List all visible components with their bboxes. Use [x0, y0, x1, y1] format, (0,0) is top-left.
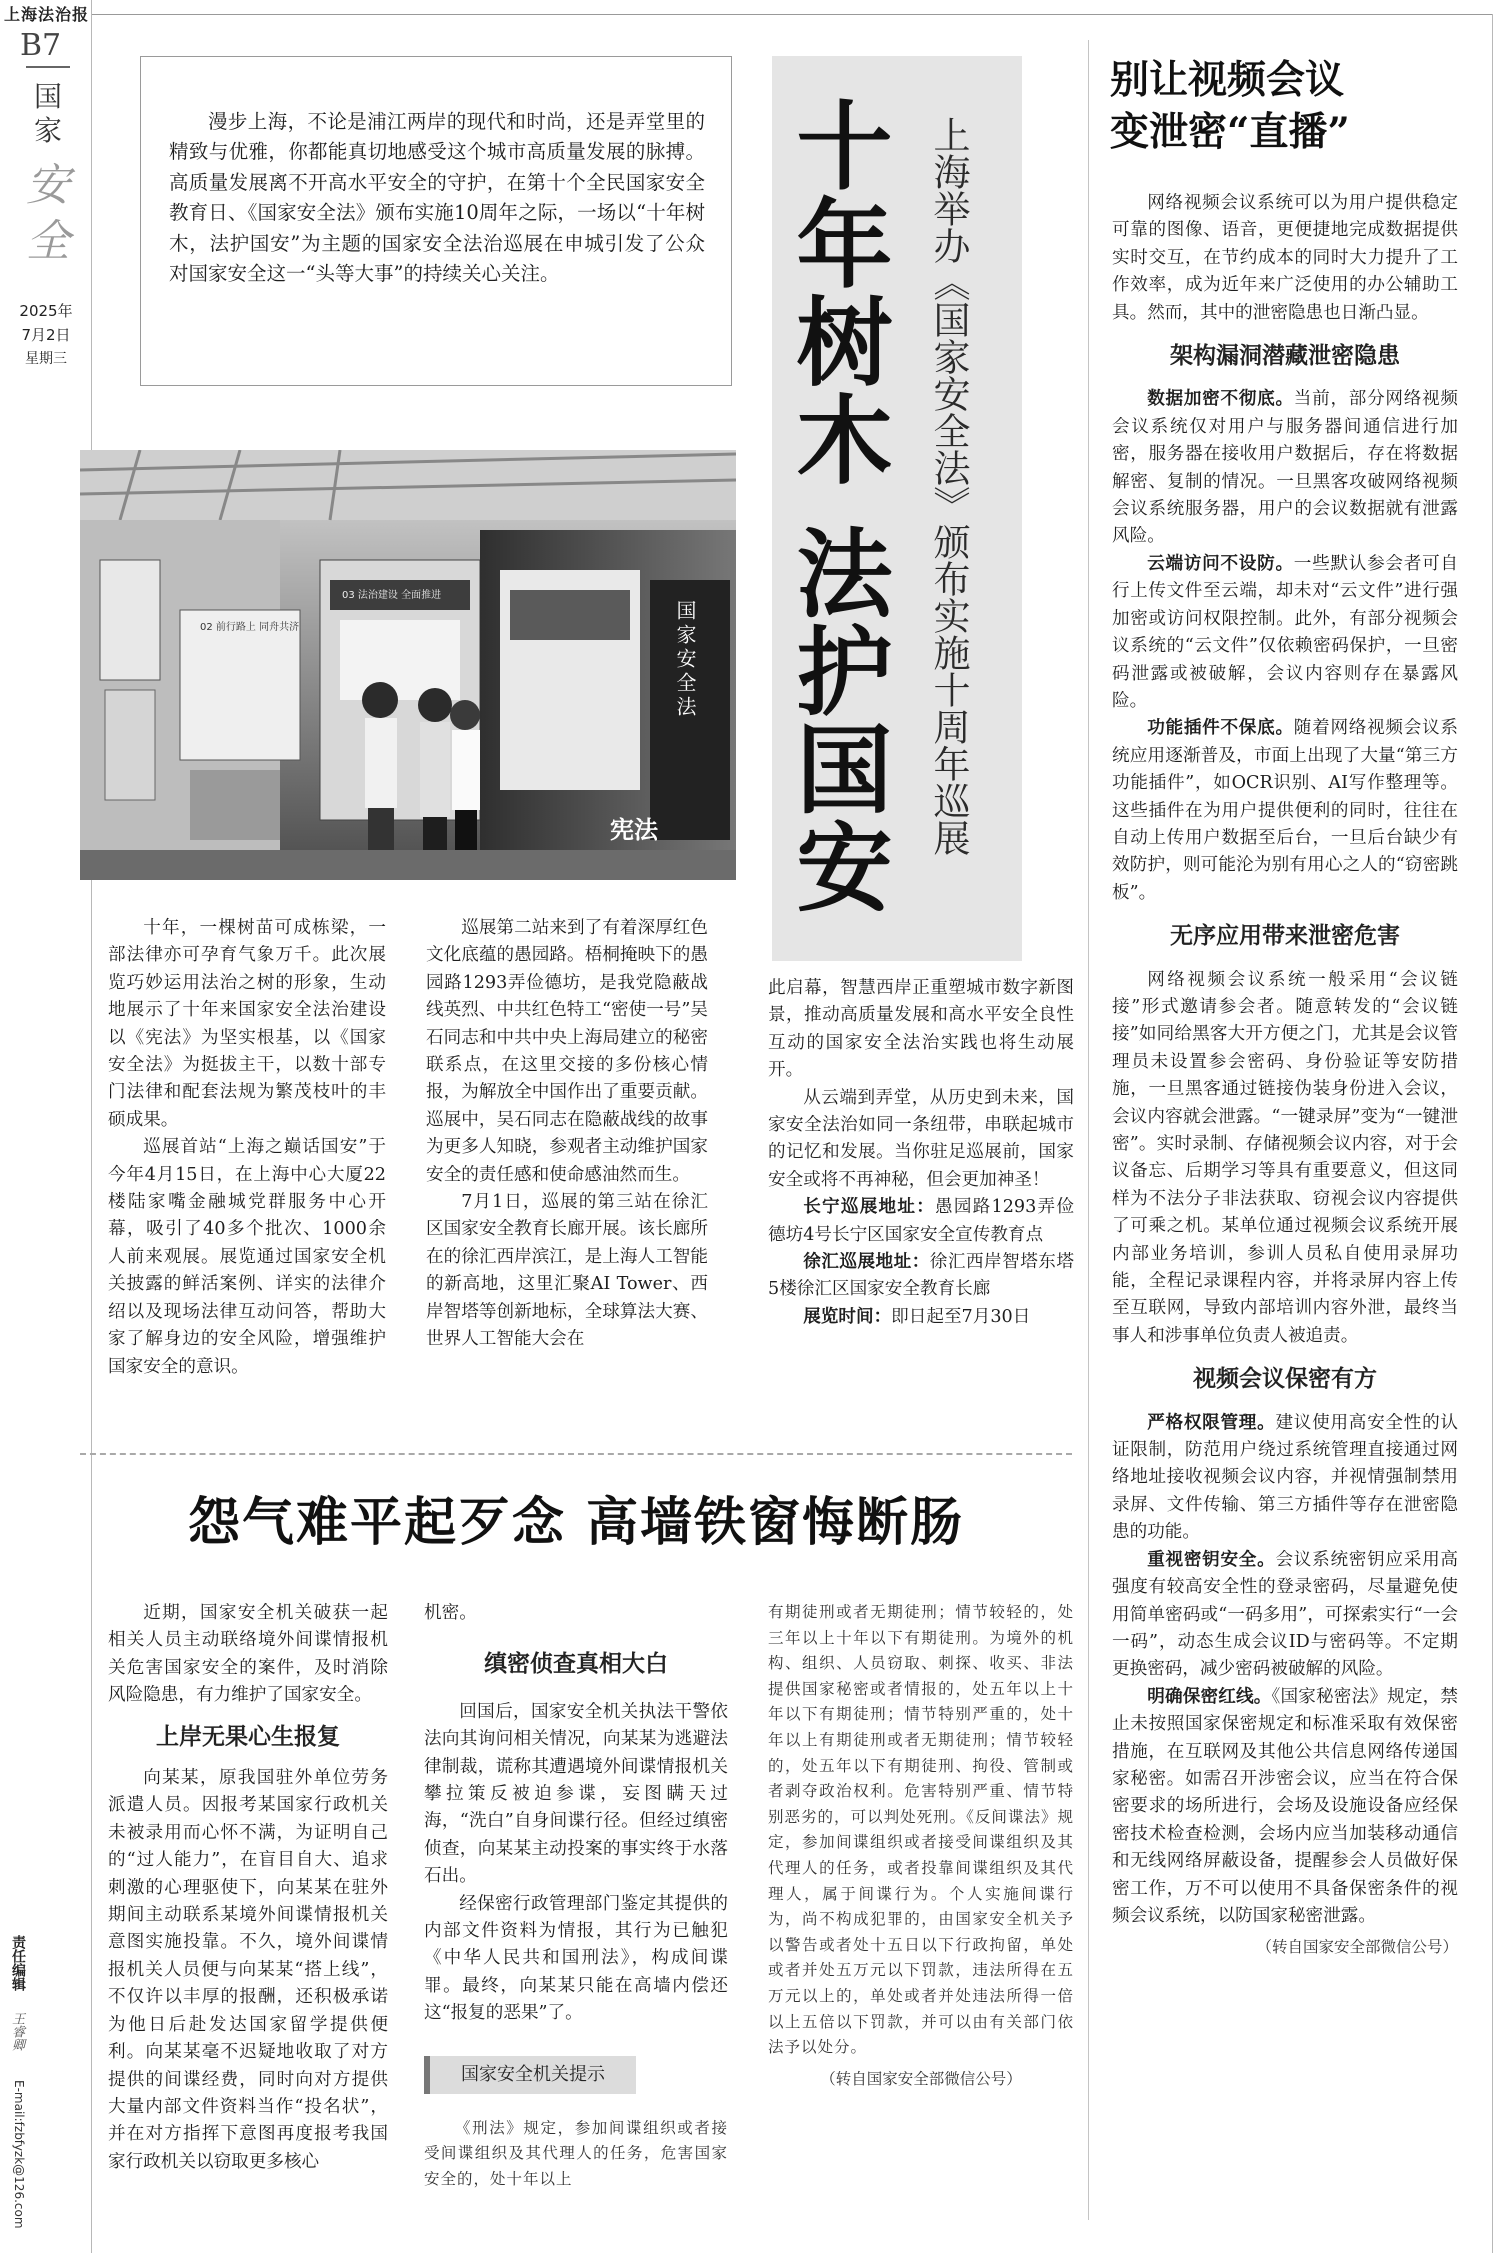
video-source: （转自国家安全部微信公号） [1256, 1938, 1458, 1957]
video-p7 [1112, 1684, 1458, 1931]
time-label: 展览时间： [803, 1306, 892, 1327]
tip-label: 国家安全机关提示 [424, 2056, 636, 2094]
changning-label: 长宁巡展地址： [803, 1197, 936, 1218]
video-p6-lead: 重视密钥安全。 [1147, 1549, 1276, 1570]
issue-weekday: 星期三 [25, 351, 67, 367]
law-text-a: 《刑法》规定，参加间谍组织或者接受间谍组织及其代理人的任务，危害国家安全的，处十年以上 [424, 2118, 728, 2188]
spy-col-1 [108, 1600, 388, 2176]
page-code-rule [26, 66, 70, 68]
section-top: 国家 [33, 80, 62, 147]
video-headline [1110, 54, 1470, 158]
photo-sign-03: 03 法治建设 全面推进 [342, 590, 442, 601]
spy-col-3 [768, 1600, 1074, 2089]
video-subhead-1: 架构漏洞潜藏泄密隐患 [1170, 343, 1400, 370]
photo-sign-02: 02 前行路上 同舟共济 [200, 622, 300, 633]
spy-intro: 近期，国家安全机关破获一起相关人员主动联络境外间谍情报机关危害国家安全的案件，及时消除风险隐患，有力维护了国家安全。 [108, 1603, 388, 1706]
feature-col1-p2: 巡展首站“上海之巅话国安”于今年4月15日，在上海中心大厦22楼陆家嘴金融城党群服务中心开幕，吸引了40多个批次、1000余人前来观展。展览通过国家安全机关披露的鲜活案例、详实的法律介绍以及现场法律互动问答，帮助大家了解身边的安全风险，增强维护国家安全的意识。 [108, 1137, 386, 1377]
video-p5 [1112, 1410, 1458, 1547]
spy-subhead-2: 缜密侦查真相大白 [484, 1651, 668, 1678]
video-subhead-3: 视频会议保密有方 [1193, 1366, 1377, 1393]
spy-p1: 向某某，原我国驻外单位劳务派遣人员。因报考某国家行政机关未被录用而心怀不满，为证明自己的“过人能力”，在盲目自大、追求刺激的心理驱使下，向某某在驻外期间主动联系某境外间谍情报机关意图实施投靠。不久，境外间谍情报机关人员便与向某某“搭上线”，不仅许以丰厚的报酬，还积极承诺为他日后赴发达国家留学提供便利。向某某毫不迟疑地收取了对方提供的间谍经费，同时向对方提供大量内部文件资料当作“投名状”，并在对方指挥下意图再度报考我国家行政机关以窃取更多核心 [108, 1768, 388, 2172]
video-p1 [1112, 386, 1458, 550]
video-p2-lead: 云端访问不设防。 [1147, 553, 1294, 574]
feature-col3-p2: 从云端到弄堂，从历史到未来，国家安全法治如同一条纽带，串联起城市的记忆和发展。当你驻足巡展前，国家安全或将不再神秘，但会更加神圣！ [768, 1087, 1074, 1190]
video-p3-text: 随着网络视频会议系统应用逐渐普及，市面上出现了大量“第三方功能插件”，如OCR识别、AI写作整理等。这些插件在为用户提供便利的同时，往往在自动上传用户数据至后台，一旦后台缺少有效防护，则可能沦为别有用心之人的“窃密跳板”。 [1112, 718, 1458, 903]
spy-headline: 怨气难平起歹念 高墙铁窗悔断肠 [187, 1492, 965, 1553]
page-code: B7 [20, 28, 62, 63]
video-headline-line2: 变泄密“直播” [1110, 109, 1350, 155]
photo-sign-nsl: 国家安全法 [673, 600, 697, 720]
video-p2 [1112, 551, 1458, 715]
spy-subhead-1: 上岸无果心生报复 [156, 1723, 340, 1750]
xuhui-value: 徐汇西岸智塔东塔5楼徐汇区国家安全教育长廊 [768, 1252, 1074, 1300]
editor-label: 责任编辑 [10, 1935, 26, 1991]
right-rule [1492, 14, 1493, 2253]
issue-date: 7月2日 [21, 326, 71, 344]
video-p5-text: 建议使用高安全性的认证限制，防范用户绕过系统管理直接通过网络地址接收视频会议内容，并视情强制禁用录屏、文件传输、第三方插件等存在泄密隐患的功能。 [1112, 1412, 1458, 1543]
masthead-rail [0, 0, 92, 2253]
paper-name: 上海法治报 [4, 5, 90, 24]
photo-sign-constitution: 宪法 [610, 816, 658, 844]
video-p6-text: 会议系统密钥应采用高强度有较高安全性的登录密码，尽量避免使用简单密码或“一码多用”，可探索实行“一会一码”，动态生成会议ID与密码等。不定期更换密码，减少密码被破解的风险。 [1112, 1549, 1458, 1680]
law-text-b: 有期徒刑或者无期徒刑；情节较轻的，处三年以上十年以下有期徒刑。为境外的机构、组织、人员窃取、刺探、收买、非法提供国家秘密或者情报的，处五年以上十年以下有期徒刑；情节特别严重的，处十年以上有期徒刑或者无期徒刑；情节较轻的，处五年以下有期徒刑、拘役、管制或者剥夺政治权利。危害特别严重、情节特别恶劣的，可以判处死刑。《反间谍法》规定，参加间谍组织或者接受间谍组织及其代理人的任务，或者投靠间谍组织及其代理人，属于间谍行为。个人实施间谍行为，尚不构成犯罪的，由国家安全机关予以警告或者处十五日以下行政拘留，单处或者并处五万元以下罚款，违法所得在五万元以上的，单处或者并处违法所得一倍以上五倍以下罚款，并可以由有关部门依法予以处分。 [768, 1603, 1074, 2057]
video-p3-lead: 功能插件不保底。 [1147, 718, 1294, 739]
intro-box [140, 56, 732, 386]
video-subhead-2: 无序应用带来泄密危害 [1170, 923, 1400, 950]
time-value: 即日起至7月30日 [891, 1306, 1031, 1327]
feature-col-2 [426, 915, 708, 1354]
editor-name: 王睿卿 [9, 2012, 24, 2051]
issue-year: 2025年 [19, 302, 73, 320]
video-headline-line1: 别让视频会议 [1110, 57, 1345, 103]
feature-col-1 [108, 915, 386, 1381]
exhibition-photo [80, 450, 736, 880]
feature-col1-p1: 十年，一棵树苗可成栋梁，一部法律亦可孕育气象万千。此次展览巧妙运用法治之树的形象，生动地展示了十年来国家安全法治建设以《宪法》为坚实根基，以《国家安全法》为挺拔主干，以数十部专门法律和配套法规为繁茂枝叶的丰硕成果。 [108, 918, 386, 1130]
video-p1-lead: 数据加密不彻底。 [1147, 389, 1294, 410]
xuhui-label: 徐汇巡展地址： [803, 1252, 930, 1273]
video-p4: 网络视频会议系统一般采用“会议链接”形式邀请参会者。随意转发的“会议链接”如同给黑客大开方便之门，尤其是会议管理员未设置参会密码、身份验证等安防措施，一旦黑客通过链接伪装身份进入会议，会议内容就会泄露。“一键录屏”变为“一键泄密”。实时录制、存储视频会议内容，对于会议备忘、后期学习等具有重要意义，但这同样为不法分子非法获取、窃视会议内容提供了可乘之机。某单位通过视频会议系统开展内部业务培训，参训人员私自使用录屏功能，全程记录课程内容，并将录屏内容上传至互联网，导致内部培训内容外泄，最终当事人和涉事单位负责人被追责。 [1112, 969, 1458, 1346]
video-p7-lead: 明确保密红线。 [1147, 1686, 1272, 1707]
spy-p2: 回国后，国家安全机关执法干警依法向其询问相关情况，向某某为逃避法律制裁，谎称其遭遇境外间谍情报机关攀拉策反被迫参谍，妄图瞒天过海，“洗白”自身间谍行径。但经过缜密侦查，向某某主动投案的事实终于水落石出。 [424, 1701, 728, 1887]
feature-intro: 漫步上海，不论是浦江两岸的现代和时尚，还是弄堂里的精致与优雅，你都能真切地感受这个城市高质量发展的脉搏。高质量发展离不开高水平安全的守护，在第十个全民国家安全教育日、《国家安全法》颁布实施10周年之际，一场以“十年树木，法护国安”为主题的国家安全法治巡展在申城引发了公众对国家安全这一“头等大事”的持续关心关注。 [169, 110, 705, 286]
section-title-1: 安 [26, 160, 70, 211]
video-p7-text: 《国家秘密法》规定，禁止未按照国家保密规定和标准采取有效保密措施，在互联网及其他公共信息网络传递国家秘密。如需召开涉密会议，应当在符合保密要求的场所进行，会场及设施设备应经保密技术检查检测，会场内应当加装移动通信和无线网络屏蔽设备，提醒参会人员做好保密工作，万不可以使用不具备保密条件的视频会议系统，以防国家秘密泄露。 [1112, 1686, 1458, 1926]
spy-col-2 [424, 1600, 728, 2192]
video-p1-text: 当前，部分网络视频会议系统仅对用户与服务器间通信进行加密，服务器在接收用户数据后，存在将数据解密、复制的情况。一旦黑客攻破网络视频会议系统服务器，用户的会议数据就有泄露风险。 [1112, 389, 1458, 547]
video-p5-lead: 严格权限管理。 [1147, 1412, 1276, 1433]
changning-address [768, 1194, 1074, 1249]
feature-headline-block [772, 56, 1022, 961]
feature-col2-p2: 7月1日，巡展的第三站在徐汇区国家安全教育长廊开展。该长廊所在的徐汇西岸滨江，是上海人工智能的新高地，这里汇聚AI Tower、西岸智塔等创新地标，全球算法大赛、世界人工智能大会在 [426, 1192, 708, 1350]
video-p3 [1112, 715, 1458, 907]
changning-value: 愚园路1293弄俭德坊4号长宁区国家安全宣传教育点 [768, 1197, 1074, 1245]
video-intro: 网络视频会议系统可以为用户提供稳定可靠的图像、语音，更便捷地完成数据提供实时交互，在节约成本的同时大力提升了工作效率，成为近年来广泛使用的办公辅助工具。然而，其中的泄密隐患也日渐凸显。 [1112, 193, 1458, 323]
editor-email: E-mail:fzbfyzk@126.com [12, 2080, 26, 2229]
feature-col-3 [768, 975, 1074, 1331]
spy-source: （转自国家安全部微信公号） [820, 2069, 1022, 2088]
exhibit-time [768, 1304, 1074, 1331]
spy-p3: 经保密行政管理部门鉴定其提供的内部文件资料为情报，其行为已触犯《中华人民共和国刑法》，构成间谍罪。最终，向某某只能在高墙内偿还这“报复的恶果”了。 [424, 1893, 728, 2024]
video-p6 [1112, 1547, 1458, 1684]
feature-headline: 十年树木 法护国安 [781, 96, 894, 916]
video-p2-text: 一些默认参会者可自行上传文件至云端，却未对“云文件”进行强加密或访问权限控制。此外，有部分视频会议系统的“云文件”仅依赖密码保护，一旦密码泄露或被破解，会议内容则存在暴露风险。 [1112, 553, 1458, 711]
column-divider [1088, 40, 1089, 2220]
xuhui-address [768, 1249, 1074, 1304]
feature-col3-p1: 此启幕，智慧西岸正重塑城市数字新图景，推动高质量发展和高水平安全良性互动的国家安全法治实践也将生动展开。 [768, 978, 1074, 1081]
article-separator [80, 1453, 1072, 1455]
top-rule [92, 14, 1492, 15]
feature-subtitle: 上海举办《国家安全法》颁布实施十周年巡展 [927, 116, 970, 856]
section-title-2: 全 [26, 216, 70, 267]
feature-col2-p1: 巡展第二站来到了有着深厚红色文化底蕴的愚园路。梧桐掩映下的愚园路1293弄俭德坊，是我党隐蔽战线英烈、中共红色特工“密使一号”吴石同志和中共中央上海局建立的秘密联系点，在这里交接的多份核心情报，为解放全中国作出了重要贡献。巡展中，吴石同志在隐蔽战线的故事为更多人知晓，参观者主动维护国家安全的责任感和使命感油然而生。 [426, 918, 708, 1185]
video-body [1112, 190, 1458, 1962]
spy-p1-end: 机密。 [424, 1603, 477, 1623]
